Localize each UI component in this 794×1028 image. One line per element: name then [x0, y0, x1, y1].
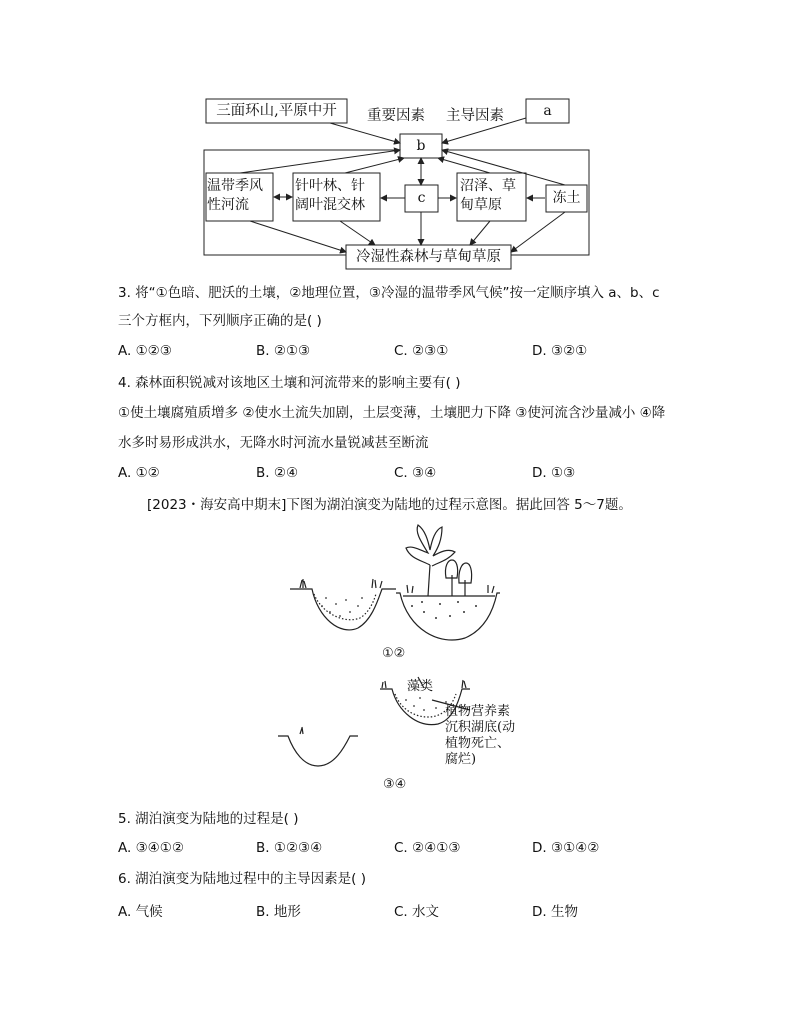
q3-stem-line2: 三个方框内，下列顺序正确的是( )	[118, 313, 322, 329]
q6-option-b[interactable]: B. 地形	[256, 904, 301, 920]
stage-2-land	[396, 525, 500, 640]
q6-options	[118, 900, 678, 918]
q5-option-a[interactable]: A. ③④①②	[118, 840, 184, 856]
q6-option-d[interactable]: D. 生物	[532, 904, 578, 920]
q5-stem: 5. 湖泊演变为陆地的过程是( )	[118, 811, 299, 827]
q5-option-b[interactable]: B. ①②③④	[256, 840, 323, 856]
figure-caption-bottom: ③④	[383, 777, 407, 792]
diagram-bottom-label: 冷湿性森林与草甸草原	[356, 249, 501, 265]
diagram-swamp-label: 沼泽、草 甸草原	[460, 178, 516, 213]
figure-label-algae: 藻类	[407, 679, 434, 694]
q3-option-c[interactable]: C. ②③①	[394, 343, 449, 359]
diagram-river-label: 温带季风 性河流	[207, 178, 263, 213]
diagram-dominant-label: 主导因素	[446, 108, 504, 124]
diagram-b-label: b	[416, 138, 426, 154]
diagram-a-label: a	[543, 103, 552, 119]
q3-option-b[interactable]: B. ②①③	[256, 343, 311, 359]
stage-1-basin	[290, 579, 396, 630]
diagram-important-label: 重要因素	[367, 108, 425, 124]
q5-options	[118, 840, 678, 858]
figure-caption-top: ①②	[382, 646, 406, 661]
diagram-c-label: c	[417, 190, 426, 206]
q3-option-a[interactable]: A. ①②③	[118, 343, 172, 359]
q5-option-d[interactable]: D. ③①④②	[532, 840, 600, 856]
q5-option-c[interactable]: C. ②④①③	[394, 840, 461, 856]
q4-stem: 4. 森林面积锐减对该地区土壤和河流带来的影响主要有( )	[118, 375, 461, 391]
q6-option-c[interactable]: C. 水文	[394, 904, 440, 920]
stage-3-basin	[278, 727, 358, 766]
q3-option-d[interactable]: D. ③②①	[532, 343, 588, 359]
q3-stem-line1: 3. 将“①色暗、肥沃的土壤，②地理位置，③冷湿的温带季风气候”按一定顺序填入 a、b、c	[118, 285, 660, 301]
q4-items-line1: ①使土壤腐殖质增多 ②使水土流失加剧，土层变薄，土壤肥力下降 ③使河流含沙量减小 ④降	[118, 405, 666, 421]
q4-option-c[interactable]: C. ③④	[394, 465, 437, 481]
q4-items-line2: 水多时易形成洪水，无降水时河流水量锐减甚至断流	[118, 435, 429, 451]
q4-option-b[interactable]: B. ②④	[256, 465, 299, 481]
q6-option-a[interactable]: A. 气候	[118, 904, 163, 920]
q4-option-a[interactable]: A. ①②	[118, 465, 160, 481]
q6-stem: 6. 湖泊演变为陆地过程中的主导因素是( )	[118, 871, 366, 887]
section-intro: [2023・海安高中期末]下图为湖泊演变为陆地的过程示意图。据此回答 5～7题。	[147, 497, 632, 513]
diagram-frozen-label: 冻土	[552, 190, 581, 206]
diagram-forest-label: 针叶林、针 阔叶混交林	[295, 178, 365, 213]
figure-label-note: 植物营养素 沉积湖底(动 植物死亡、 腐烂)	[445, 704, 516, 767]
q4-option-d[interactable]: D. ①③	[532, 465, 576, 481]
diagram-terrain-label: 三面环山,平原中开	[216, 103, 337, 119]
